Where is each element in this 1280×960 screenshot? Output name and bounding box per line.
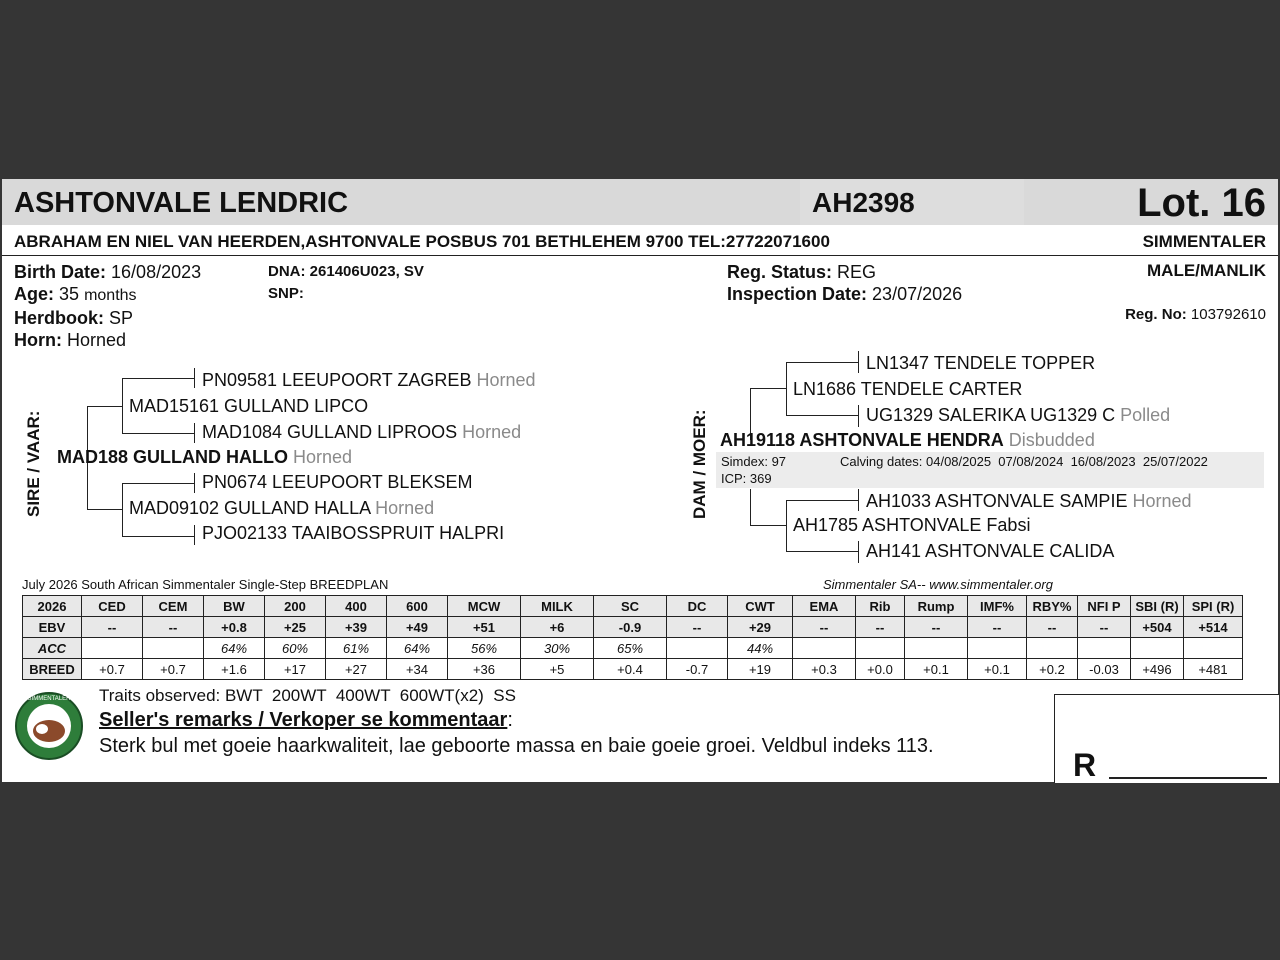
traits-observed: Traits observed: BWT 200WT 400WT 600WT(x2) SS bbox=[99, 686, 516, 705]
line bbox=[194, 423, 195, 443]
dam-mf-horn: Horned bbox=[1132, 491, 1192, 511]
simdex: Simdex: 97 bbox=[721, 454, 787, 469]
ebv-cell: +0.1 bbox=[905, 659, 968, 680]
ebv-cell: +1.6 bbox=[204, 659, 265, 680]
ebv-header-cell: Rib bbox=[856, 596, 905, 617]
ebv-header-cell: SBI (R) bbox=[1131, 596, 1184, 617]
breedplan-title: July 2026 South African Simmentaler Single-Step BREEDPLAN bbox=[22, 577, 389, 592]
sire-ff-horn: Horned bbox=[476, 370, 536, 390]
age-label: Age: bbox=[14, 284, 54, 304]
ebv-header-cell: 400 bbox=[326, 596, 387, 617]
line bbox=[194, 473, 195, 493]
ebv-row-label: ACC bbox=[23, 638, 82, 659]
ebv-cell: +0.7 bbox=[82, 659, 143, 680]
ebv-cell: 64% bbox=[387, 638, 448, 659]
sire-m-bracket bbox=[122, 483, 123, 536]
calving-dates: Calving dates: 04/08/2025 07/08/2024 16/08/2023 25/07/2022 bbox=[840, 454, 1208, 469]
sire-ff bbox=[202, 370, 536, 391]
reg-status-label: Reg. Status: bbox=[727, 262, 833, 282]
price-box[interactable] bbox=[1054, 694, 1279, 783]
ebv-cell: +29 bbox=[728, 617, 793, 638]
line bbox=[750, 525, 786, 526]
sire-mother-name: MAD09102 GULLAND HALLA bbox=[129, 498, 371, 518]
ebv-cell: -- bbox=[1027, 617, 1078, 638]
inspection-label: Inspection Date: bbox=[727, 284, 868, 304]
line bbox=[786, 415, 858, 416]
line bbox=[122, 483, 194, 484]
ebv-cell bbox=[968, 638, 1027, 659]
ebv-cell: 61% bbox=[326, 638, 387, 659]
ebv-header-cell: Rump bbox=[905, 596, 968, 617]
ebv-cell: +0.7 bbox=[143, 659, 204, 680]
dam-fm-horn: Polled bbox=[1120, 405, 1171, 425]
ebv-cell bbox=[1027, 638, 1078, 659]
remarks-title: Seller's remarks / Verkoper se kommentaar bbox=[99, 709, 508, 731]
ebv-cell: -- bbox=[82, 617, 143, 638]
ebv-cell bbox=[1131, 638, 1184, 659]
ebv-header-cell: BW bbox=[204, 596, 265, 617]
ebv-cell: +481 bbox=[1184, 659, 1243, 680]
ebv-header-cell: 2026 bbox=[23, 596, 82, 617]
ebv-cell: -- bbox=[143, 617, 204, 638]
dam-mf bbox=[866, 491, 1192, 512]
animal-name: ASHTONVALE LENDRIC bbox=[14, 187, 349, 219]
dam-mother: AH1785 ASHTONVALE Fabsi bbox=[793, 515, 1031, 535]
breeder-row bbox=[2, 227, 1278, 256]
ebv-header-cell: 600 bbox=[387, 596, 448, 617]
dam-main bbox=[720, 430, 1095, 451]
herdbook-value: SP bbox=[109, 308, 134, 328]
birth-date: 16/08/2023 bbox=[111, 262, 202, 282]
age-unit: months bbox=[84, 287, 137, 304]
ebv-cell: +0.3 bbox=[793, 659, 856, 680]
price-label: R bbox=[1073, 747, 1097, 783]
breed-name: SIMMENTALER bbox=[1142, 232, 1266, 251]
ebv-table bbox=[22, 595, 1243, 680]
ebv-cell: +504 bbox=[1131, 617, 1184, 638]
ebv-cell: +51 bbox=[448, 617, 521, 638]
sire-fm bbox=[202, 422, 521, 443]
ebv-cell: +0.0 bbox=[856, 659, 905, 680]
simmentaler-logo bbox=[14, 691, 84, 761]
ebv-header-cell: CED bbox=[82, 596, 143, 617]
info-dna bbox=[268, 261, 424, 305]
dam-fm bbox=[866, 405, 1170, 426]
remarks-heading: Seller's remarks / Verkoper se kommentaar: bbox=[99, 709, 513, 731]
sire-mf: PN0674 LEEUPOORT BLEKSEM bbox=[202, 472, 473, 492]
sire-ff-name: PN09581 LEEUPOORT ZAGREB bbox=[202, 370, 472, 390]
ebv-cell bbox=[793, 638, 856, 659]
dam-side-label: DAM / MOER: bbox=[690, 409, 709, 519]
ebv-cell: +514 bbox=[1184, 617, 1243, 638]
age-value: 35 bbox=[59, 284, 80, 304]
ebv-cell: -- bbox=[968, 617, 1027, 638]
ebv-cell bbox=[667, 638, 728, 659]
horn-label: Horn: bbox=[14, 330, 62, 350]
ebv-header-cell: RBY% bbox=[1027, 596, 1078, 617]
ebv-header-cell: EMA bbox=[793, 596, 856, 617]
ebv-cell: +39 bbox=[326, 617, 387, 638]
dam-name: AH19118 ASHTONVALE HENDRA bbox=[720, 430, 1004, 450]
dam-mm: AH141 ASHTONVALE CALIDA bbox=[866, 541, 1115, 561]
ebv-cell: -- bbox=[667, 617, 728, 638]
ebv-cell: 64% bbox=[204, 638, 265, 659]
ebv-row-label: BREED bbox=[23, 659, 82, 680]
line bbox=[858, 405, 859, 427]
logo-text: SIMMENTALER bbox=[27, 696, 71, 702]
sire-bracket-top bbox=[87, 406, 123, 407]
reg-no-row bbox=[1125, 306, 1266, 323]
line bbox=[194, 368, 195, 388]
sire-mother bbox=[129, 498, 434, 519]
acc-row bbox=[23, 638, 1243, 659]
line bbox=[122, 536, 194, 537]
header-bar bbox=[2, 179, 1278, 225]
ebv-cell: +5 bbox=[521, 659, 594, 680]
reg-no: 103792610 bbox=[1190, 306, 1266, 323]
ebv-cell: +496 bbox=[1131, 659, 1184, 680]
line bbox=[194, 525, 195, 545]
dam-ff: LN1347 TENDELE TOPPER bbox=[866, 353, 1096, 373]
ebv-cell: -0.9 bbox=[594, 617, 667, 638]
animal-id: AH2398 bbox=[812, 187, 915, 218]
line bbox=[786, 362, 787, 415]
ebv-cell: -- bbox=[1078, 617, 1131, 638]
sire-mother-horn: Horned bbox=[375, 498, 435, 518]
line bbox=[858, 489, 859, 511]
ebv-cell bbox=[1184, 638, 1243, 659]
line bbox=[858, 351, 859, 373]
sire-main bbox=[57, 447, 352, 468]
ebv-cell: 30% bbox=[521, 638, 594, 659]
ebv-cell: +25 bbox=[265, 617, 326, 638]
ebv-cell bbox=[856, 638, 905, 659]
icp: ICP: 369 bbox=[721, 471, 772, 486]
ebv-header-cell: CWT bbox=[728, 596, 793, 617]
line bbox=[786, 551, 858, 552]
breedplan-source: Simmentaler SA-- www.simmentaler.org bbox=[823, 577, 1053, 592]
ebv-cell: +0.2 bbox=[1027, 659, 1078, 680]
dam-mf-name: AH1033 ASHTONVALE SAMPIE bbox=[866, 491, 1128, 511]
price-line[interactable] bbox=[1109, 777, 1267, 779]
sire-name: MAD188 GULLAND HALLO bbox=[57, 447, 289, 467]
ebv-cell: +27 bbox=[326, 659, 387, 680]
line bbox=[122, 433, 194, 434]
birth-date-label: Birth Date: bbox=[14, 262, 107, 282]
reg-no-label: Reg. No: bbox=[1125, 306, 1187, 323]
lot-number: Lot. 16 bbox=[1137, 181, 1266, 225]
ebv-cell: -- bbox=[793, 617, 856, 638]
ebv-cell bbox=[143, 638, 204, 659]
ebv-cell: 65% bbox=[594, 638, 667, 659]
ebv-header-cell: IMF% bbox=[968, 596, 1027, 617]
ebv-cell: +0.4 bbox=[594, 659, 667, 680]
ebv-row-label: EBV bbox=[23, 617, 82, 638]
ebv-cell: 60% bbox=[265, 638, 326, 659]
info-reg bbox=[727, 261, 962, 305]
sire-father: MAD15161 GULLAND LIPCO bbox=[129, 396, 369, 416]
ebv-header-cell: SPI (R) bbox=[1184, 596, 1243, 617]
dam-stats-box bbox=[716, 452, 1264, 488]
ebv-cell bbox=[905, 638, 968, 659]
dam-m-lower bbox=[750, 489, 751, 525]
reg-status: REG bbox=[837, 262, 877, 282]
herdbook-label: Herdbook: bbox=[14, 308, 104, 328]
ebv-cell: -- bbox=[905, 617, 968, 638]
sire-horn: Horned bbox=[293, 447, 353, 467]
ebv-cell: +0.8 bbox=[204, 617, 265, 638]
ebv-cell: -- bbox=[856, 617, 905, 638]
breed-row bbox=[23, 659, 1243, 680]
dam-father: LN1686 TENDELE CARTER bbox=[793, 379, 1023, 399]
sire-mm: PJO02133 TAAIBOSSPRUIT HALPRI bbox=[202, 523, 505, 543]
ebv-cell: 44% bbox=[728, 638, 793, 659]
id-cell bbox=[800, 179, 1024, 225]
ebv-header-cell: NFI P bbox=[1078, 596, 1131, 617]
name-cell bbox=[2, 179, 798, 225]
ebv-header-cell: 200 bbox=[265, 596, 326, 617]
ebv-header-cell: MILK bbox=[521, 596, 594, 617]
sex-label: MALE/MANLIK bbox=[1147, 261, 1266, 280]
ebv-row bbox=[23, 617, 1243, 638]
ebv-header-cell: SC bbox=[594, 596, 667, 617]
snp-label: SNP: bbox=[268, 285, 304, 302]
line bbox=[786, 362, 858, 363]
ebv-cell: 56% bbox=[448, 638, 521, 659]
dna-value: 261406U023, SV bbox=[309, 263, 424, 280]
line bbox=[122, 378, 194, 379]
ebv-cell: +0.1 bbox=[968, 659, 1027, 680]
ebv-cell bbox=[82, 638, 143, 659]
sire-f-bracket bbox=[122, 378, 123, 433]
ebv-cell: +19 bbox=[728, 659, 793, 680]
ebv-header-row bbox=[23, 596, 1243, 617]
line bbox=[750, 388, 786, 389]
ebv-cell: +6 bbox=[521, 617, 594, 638]
sire-side-label: SIRE / VAAR: bbox=[24, 410, 43, 517]
line bbox=[786, 500, 787, 551]
line bbox=[858, 541, 859, 563]
ebv-cell: -0.7 bbox=[667, 659, 728, 680]
ebv-header-cell: CEM bbox=[143, 596, 204, 617]
inspection-date: 23/07/2026 bbox=[872, 284, 963, 304]
sire-fm-horn: Horned bbox=[462, 422, 522, 442]
dam-horn: Disbudded bbox=[1008, 430, 1095, 450]
sire-bracket-bottom bbox=[87, 509, 123, 510]
lot-cell bbox=[1027, 179, 1278, 225]
lot-card bbox=[2, 179, 1278, 782]
breeder-info: ABRAHAM EN NIEL VAN HEERDEN,ASHTONVALE POSBUS 701 BETHLEHEM 9700 TEL:27722071600 bbox=[14, 232, 830, 251]
ebv-cell: +49 bbox=[387, 617, 448, 638]
info-left bbox=[14, 261, 201, 351]
horn-value: Horned bbox=[67, 330, 127, 350]
line bbox=[786, 500, 858, 501]
remarks-text: Sterk bul met goeie haarkwaliteit, lae geboorte massa en baie goeie groei. Veldbul indeks 113. bbox=[99, 735, 934, 757]
ebv-cell: -0.03 bbox=[1078, 659, 1131, 680]
ebv-cell: +36 bbox=[448, 659, 521, 680]
sire-fm-name: MAD1084 GULLAND LIPROOS bbox=[202, 422, 458, 442]
ebv-cell: +17 bbox=[265, 659, 326, 680]
dam-fm-name: UG1329 SALERIKA UG1329 C bbox=[866, 405, 1116, 425]
ebv-header-cell: MCW bbox=[448, 596, 521, 617]
ebv-cell: +34 bbox=[387, 659, 448, 680]
dna-label: DNA: bbox=[268, 263, 306, 280]
ebv-cell bbox=[1078, 638, 1131, 659]
ebv-header-cell: DC bbox=[667, 596, 728, 617]
